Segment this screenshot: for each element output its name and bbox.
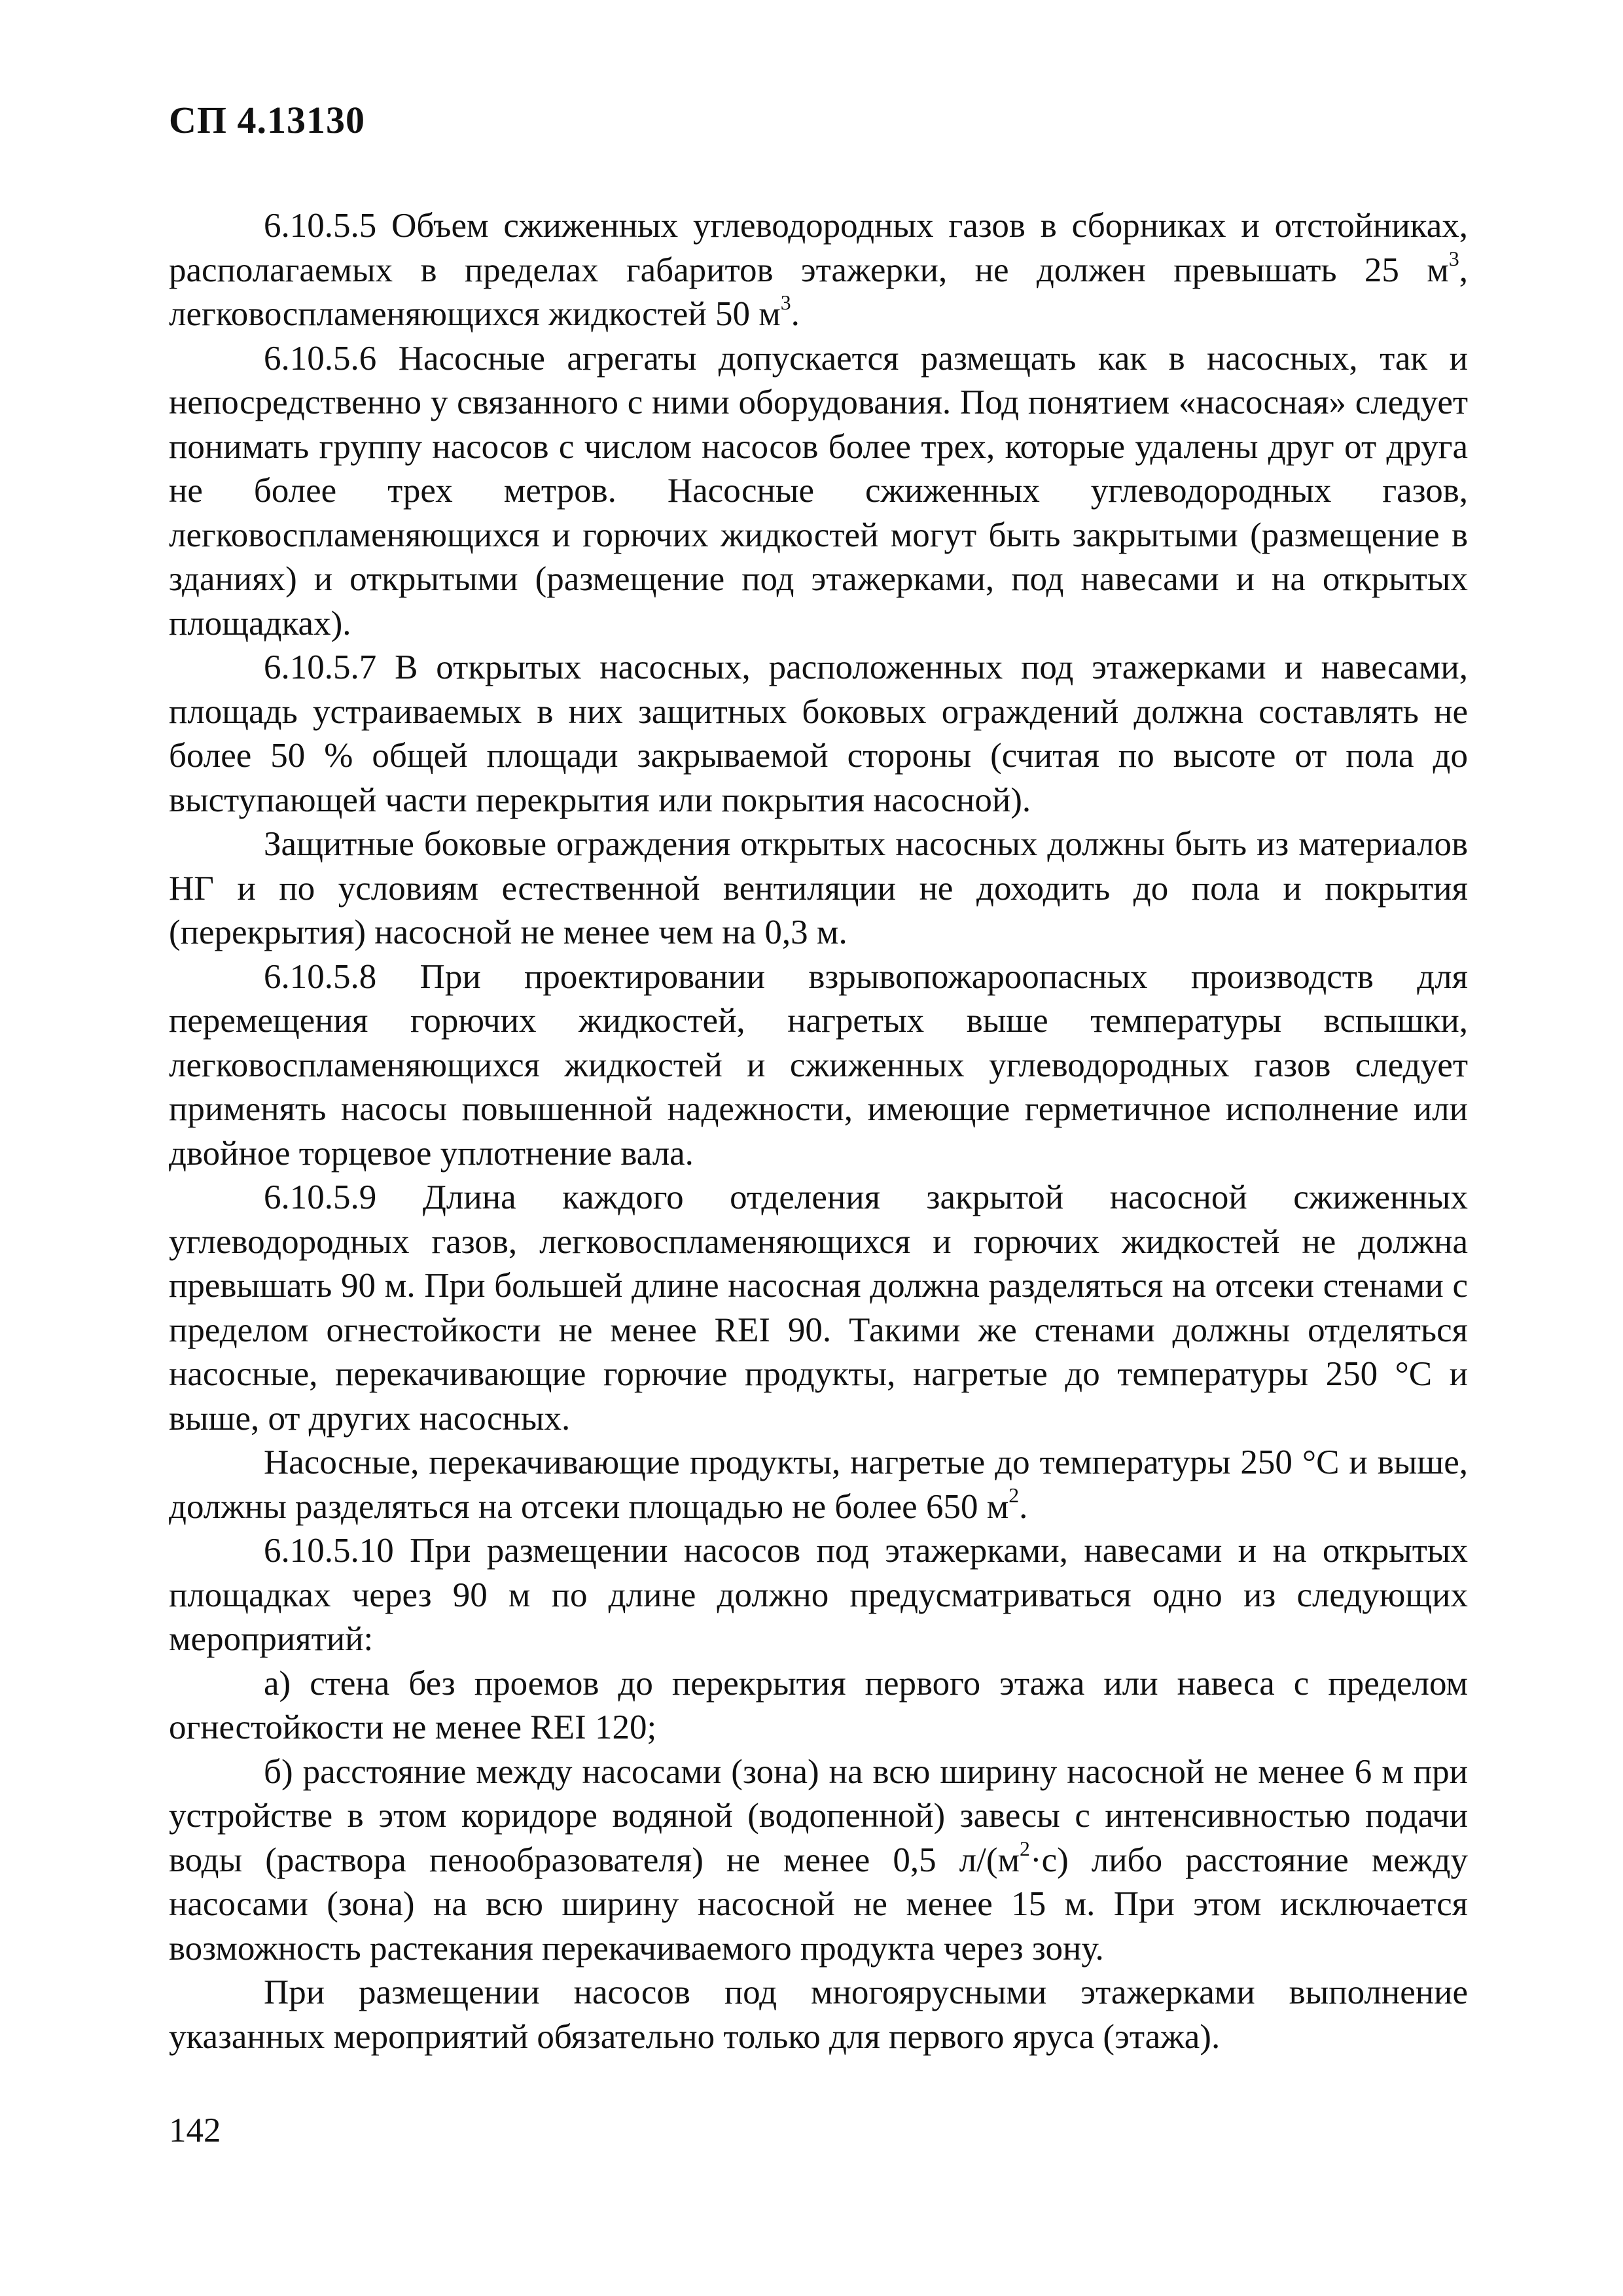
superscript: 3 bbox=[780, 291, 791, 315]
paragraph-text: Насосные, перекачивающие продукты, нагретые до температуры 250 °С и выше, должны разделяться на отсеки площадью не более 650 м bbox=[169, 1443, 1468, 1526]
paragraph-6-10-5-5 bbox=[169, 204, 1468, 337]
paragraph-6-10-5-9-cont bbox=[169, 1441, 1468, 1529]
paragraph-text: б) расстояние между насосами (зона) на всю ширину насосной не менее 6 м при устройстве в этом коридоре водяной (водопенной) завесы с интенсивностью подачи воды (раствора пенообразователя) не менее 0,5 л/(м bbox=[169, 1752, 1468, 1879]
paragraph-6-10-5-10: 6.10.5.10 При размещении насосов под этажерками, навесами и на открытых площадках через 90 м по длине должно предусматриваться одно из следующих мероприятий: bbox=[169, 1532, 1468, 1658]
paragraph-6-10-5-8: 6.10.5.8 При проектировании взрывопожароопасных производств для перемещения горючих жидкостей, нагретых выше температуры вспышки, легковоспламеняющихся жидкостей и сжиженных углеводородных газов следует применять насосы повышенной надежности, имеющие герметичное исполнение или двойное торцевое уплотнение вала. bbox=[169, 957, 1468, 1173]
paragraph-6-10-5-7: 6.10.5.7 В открытых насосных, расположенных под этажерками и навесами, площадь устраиваемых в них защитных боковых ограждений должна составлять не более 50 % общей площади закрываемой стороны (считая по высоте от пола до выступающей части перекрытия или покрытия насосной). bbox=[169, 648, 1468, 819]
paragraph-6-10-5-10-note: При размещении насосов под многоярусными этажерками выполнение указанных мероприятий обязательно только для первого яруса (этажа). bbox=[169, 1973, 1468, 2056]
list-item-b bbox=[169, 1750, 1468, 1971]
paragraph-text: . bbox=[1019, 1487, 1028, 1526]
document-body bbox=[169, 204, 1468, 2059]
page-number: 142 bbox=[169, 2111, 221, 2149]
paragraph-text: , легковоспламеняющихся жидкостей 50 м bbox=[169, 251, 1468, 333]
superscript: 2 bbox=[1008, 1483, 1020, 1507]
paragraph-text: . bbox=[791, 295, 800, 333]
paragraph-6-10-5-7-cont: Защитные боковые ограждения открытых насосных должны быть из материалов НГ и по условиям естественной вентиляции не доходить до пола и покрытия (перекрытия) насосной не менее чем на 0,3 м. bbox=[169, 825, 1468, 951]
paragraph-6-10-5-6: 6.10.5.6 Насосные агрегаты допускается размещать как в насосных, так и непосредственно у связанного с ними оборудования. Под понятием «насосная» следует понимать группу насосов с числом насосов более трех, которые удалены друг от друга не более трех метров. Насосные сжиженных углеводородных газов, легковоспламеняющихся и горючих жидкостей могут быть закрытыми (размещение в зданиях) и открытыми (размещение под этажерками, под навесами и на открытых площадках). bbox=[169, 339, 1468, 643]
list-item-a: а) стена без проемов до перекрытия первого этажа или навеса с пределом огнестойкости не менее REI 120; bbox=[169, 1664, 1468, 1746]
superscript: 2 bbox=[1020, 1837, 1030, 1860]
paragraph-text: 6.10.5.5 Объем сжиженных углеводородных газов в сборниках и отстойниках, располагаемых в пределах габаритов этажерки, не должен превышать 25 м bbox=[169, 207, 1468, 289]
superscript: 3 bbox=[1448, 247, 1459, 270]
document-code-header: СП 4.13130 bbox=[169, 99, 365, 141]
paragraph-text: ·с) либо расстояние между насосами (зона) на всю ширину насосной не менее 15 м. При этом исключается возможность растекания перекачиваемого продукта через зону. bbox=[169, 1841, 1468, 1968]
paragraph-6-10-5-9: 6.10.5.9 Длина каждого отделения закрытой насосной сжиженных углеводородных газов, легковоспламеняющихся и горючих жидкостей не должна превышать 90 м. При большей длине насосная должна разделяться на отсеки стенами с пределом огнестойкости не менее REI 90. Такими же стенами должны отделяться насосные, перекачивающие горючие продукты, нагретые до температуры 250 °С и выше, от других насосных. bbox=[169, 1178, 1468, 1438]
